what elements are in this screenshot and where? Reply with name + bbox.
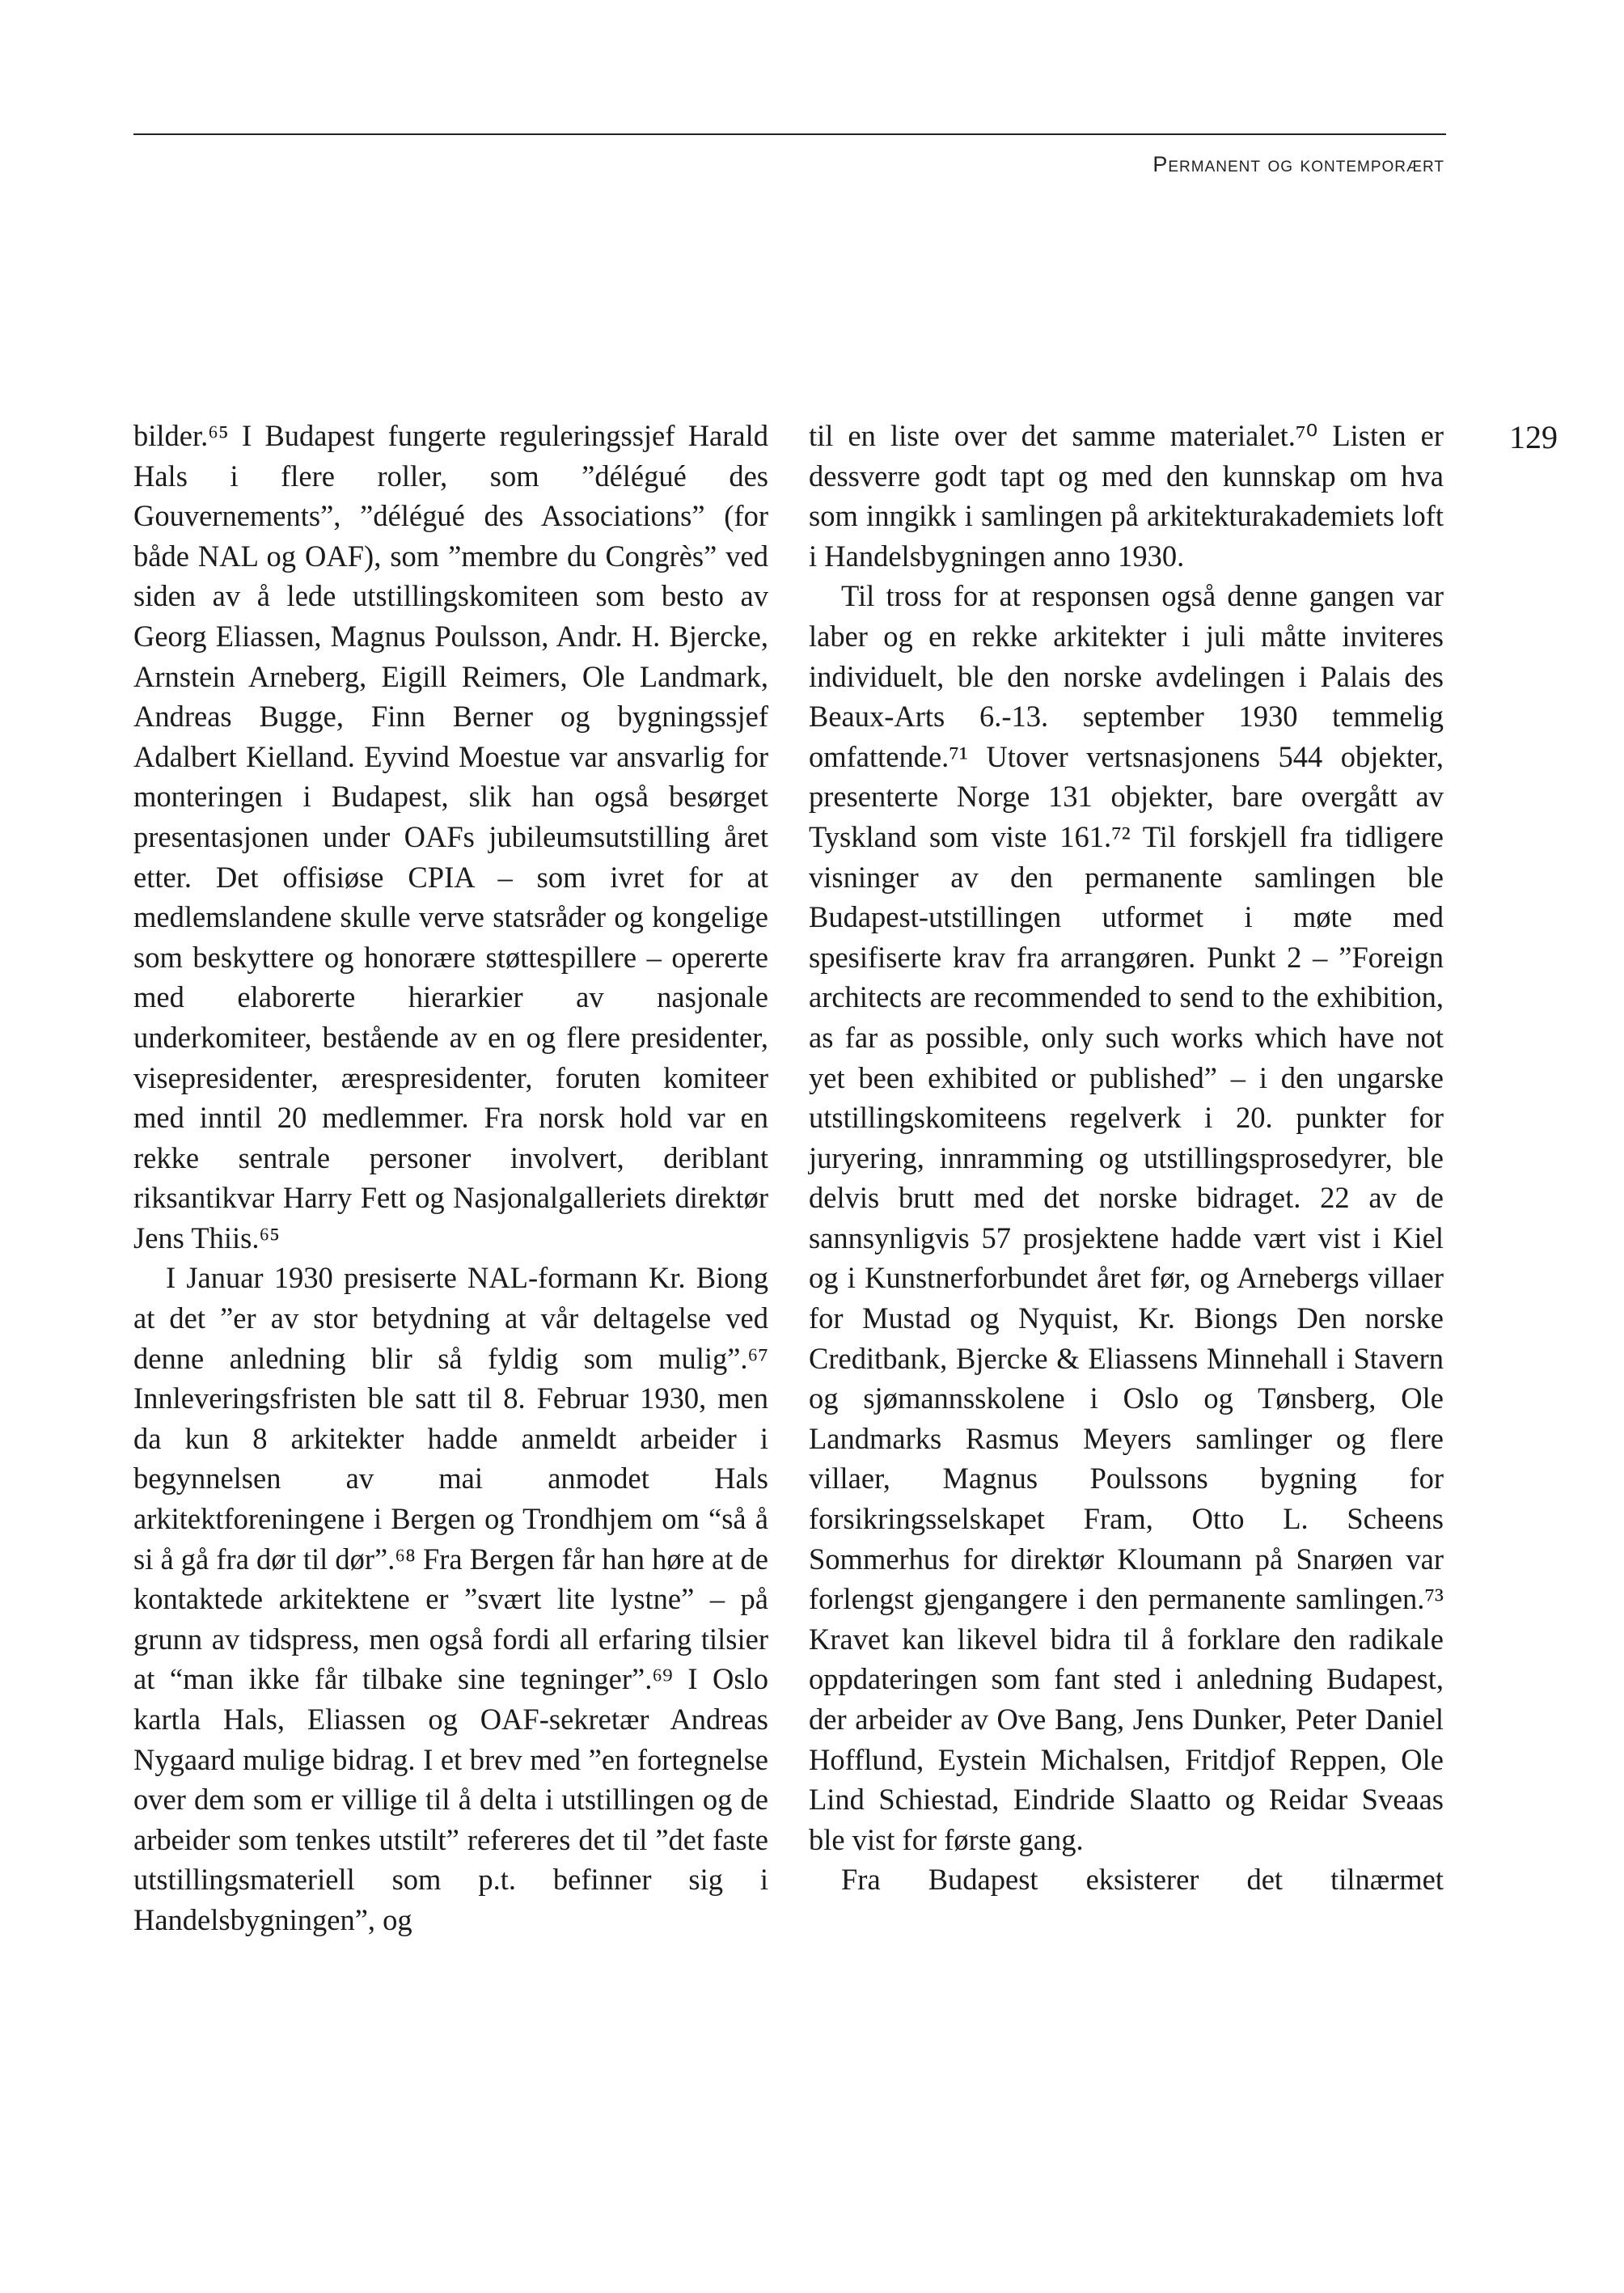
paragraph: Fra Budapest eksisterer det tilnærmet <box>841 1863 1444 1897</box>
paragraph: til en liste over det samme materialet.⁷⁰ Listen er dessverre godt tapt og med den kunnskap om hva som inngikk i samlingen på arkitekturakademiets loft i Handelsbygningen anno 1930. <box>809 419 1444 573</box>
running-head-text: Permanent og kontemporært <box>1152 152 1444 176</box>
right-column <box>809 416 1444 1900</box>
paragraph: I Januar 1930 presiserte NAL-formann Kr. Biong at det ”er av stor betydning at vår deltagelse ved denne anledning blir så fyldig som mulig”.⁶⁷ Innleveringsfristen ble satt til 8. Februar 1930, men da kun 8 arkitekter hadde anmeldt arbeider i begynnelsen av mai anmodet Hals arkitektforeningene i Bergen og Trondhjem om “så å si å gå fra dør til dør”.⁶⁸ Fra Bergen får han høre at de kontaktede arkitektene er ”svært lite lystne” – på grunn av tidspress, men også fordi all erfaring tilsier at “man ikke får tilbake sine tegninger”.⁶⁹ I Oslo kartla Hals, Eliassen og OAF-sekretær Andreas Nygaard mulige bidrag. I et brev med ”en fortegnelse over dem som er villige til å delta i utstillingen og de arbeider som tenkes utstilt” refereres det til ”det faste utstillingsmateriell som p.t. befinner sig i Handelsbygningen”, og <box>133 1261 768 1936</box>
paragraph: Til tross for at responsen også denne gangen var laber og en rekke arkitekter i juli måtte inviteres individuelt, ble den norske avdelingen i Palais des Beaux-Arts 6.-13. september 1930 temmelig omfattende.⁷¹ Utover vertsnasjonens 544 objekter, presenterte Norge 131 objekter, bare overgått av Tyskland som viste 161.⁷² Til forskjell fra tidligere visninger av den permanente samlingen ble Budapest-utstillingen utformet i møte med spesifiserte krav fra arrangøren. Punkt 2 – ”Foreign architects are recommended to send to the exhibition, as far as possible, only such works which have not yet been exhibited or published” – i den ungarske utstillingskomiteens regelverk i 20. punkter for juryering, innramming og utstillingsprosedyrer, ble delvis brutt med det norske bidraget. 22 av de sannsynligvis 57 prosjektene hadde vært vist i Kiel og i Kunstnerforbundet året før, og Arnebergs villaer for Mustad og Nyquist, Kr. Biongs Den norske Creditbank, Bjercke & Eliassens Minnehall i Stavern og sjømannsskolene i Oslo og Tønsberg, Ole Landmarks Rasmus Meyers samlinger og flere villaer, Magnus Poulssons bygning for forsikringsselskapet Fram, Otto L. Scheens Sommerhus for direktør Kloumann på Snarøen var forlengst gjengangere i den permanente samlingen.⁷³ Kravet kan likevel bidra til å forklare den radikale oppdateringen som fant sted i anledning Budapest, der arbeider av Ove Bang, Jens Dunker, Peter Daniel Hofflund, Eystein Michalsen, Fritdjof Reppen, Ole Lind Schiestad, Eindride Slaatto og Reidar Sveaas ble vist for første gang. <box>809 579 1444 1856</box>
paragraph: bilder.⁶⁵ I Budapest fungerte reguleringssjef Harald Hals i flere roller, som ”délégué des Gouvernements”, ”délégué des Associations” (for både NAL og OAF), som ”membre du Congrès” ved siden av å lede utstillingskomiteen som besto av Georg Eliassen, Magnus Poulsson, Andr. H. Bjercke, Arnstein Arneberg, Eigill Reimers, Ole Landmark, Andreas Bugge, Finn Berner og bygningssjef Adalbert Kielland. Eyvind Moestue var ansvarlig for monteringen i Budapest, slik han også besørget presentasjonen under OAFs jubileumsutstilling året etter. Det offisiøse CPIA – som ivret for at medlemslandene skulle verve statsråder og kongelige som beskyttere og honorære støttespillere – opererte med elaborerte hierarkier av nasjonale underkomiteer, bestående av en og flere presidenter, visepresidenter, ærespresidenter, foruten komiteer med inntil 20 medlemmer. Fra norsk hold var en rekke sentrale personer involvert, deriblant riksantikvar Harry Fett og Nasjonalgalleriets direktør Jens Thiis.⁶⁵ <box>133 419 768 1254</box>
left-column <box>133 416 768 1940</box>
running-head <box>1152 152 1444 177</box>
header-rule <box>133 133 1446 135</box>
page-number: 129 <box>1509 419 1558 455</box>
